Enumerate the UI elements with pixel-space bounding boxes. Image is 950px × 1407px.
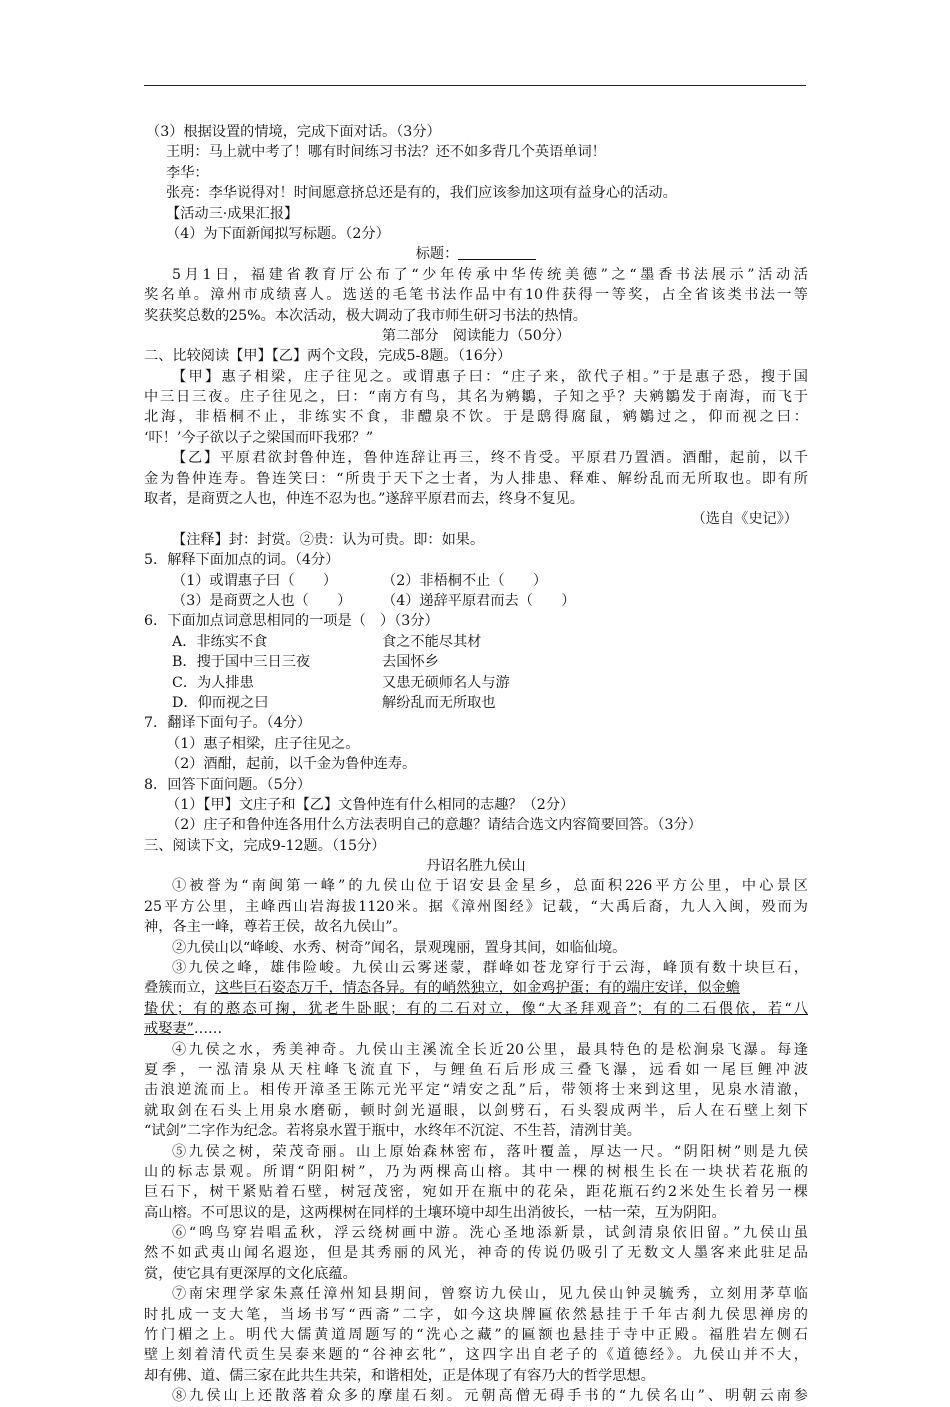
question-3-title: （3）根据设置的情境，完成下面对话。（3分） bbox=[146, 124, 441, 140]
q5-item-3: （3）是商贾之人也（ ） bbox=[172, 592, 352, 609]
essay-title: 丹诏名胜九侯山 bbox=[426, 858, 526, 875]
annotation-note: 【注释】封：封赏。②贵：认为可贵。即：如果。 bbox=[172, 531, 485, 548]
essay-line: 赏，使它具有更深厚的文化底蕴。 bbox=[144, 1265, 357, 1282]
q5-item-1: （1）或谓惠子曰（ ） bbox=[172, 572, 338, 589]
headline-blank[interactable] bbox=[458, 245, 536, 260]
essay-line: 竹门楣之上。明代大儒黄道周题写的“洗心之藏”的匾额也悬挂于寺中正殿。福胜岩左侧石 bbox=[144, 1327, 808, 1344]
essay-line: ⑦南宋理学家朱熹任漳州知县期间，曾察访九侯山，见九侯山钟灵毓秀，立刻用茅草临 bbox=[172, 1286, 808, 1303]
essay-line: 神，各主一峰，尊若王侯，故名九侯山”。 bbox=[144, 919, 407, 936]
essay-line: ①被誉为“南闽第一峰”的九侯山位于诏安县金星乡，总面积226平方公里，中心景区 bbox=[172, 878, 808, 895]
essay-line: 击浪逆流而上。相传开漳圣王陈元光平定“靖安之乱”后，带领将士来到这里，见泉水清澈， bbox=[144, 1082, 808, 1099]
essay-line: ⑧九侯山上还散落着众多的摩崖石刻。元朝高僧无碍手书的“九侯名山”、明朝云南参 bbox=[172, 1388, 808, 1405]
passage-yi-line: 【乙】平原君欲封鲁仲连，鲁仲连辞让再三，终不肯受。平原君乃置酒。酒酣，起前，以千 bbox=[172, 450, 808, 467]
dialogue-zhangliang: 张亮：李华说得对！时间愿意挤总还是有的，我们应该参加这项有益身心的活动。 bbox=[166, 185, 677, 202]
essay-line: ⑤九侯之树，荣茂奇丽。山上原始森林密布，落叶覆盖，厚达一尺。“阴阳树”则是九侯 bbox=[172, 1143, 808, 1160]
question-7-item: （1）惠子相梁，庄子往见之。 bbox=[166, 735, 360, 752]
essay-line: 夏季，一泓清泉从天柱峰飞流直下，与鲤鱼石后形成三叠飞瀑，远看如一尾巨鲤冲波 bbox=[144, 1061, 808, 1078]
essay-line: 25平方公里，主峰西山岩海拔1120米。据《漳州图经》记载，“大禹后裔，九人入闽，殁而为 bbox=[144, 898, 808, 915]
header-rule bbox=[144, 85, 806, 86]
question-6-title: 6．下面加点词意思相同的一项是（ ）（3分） bbox=[144, 613, 439, 630]
essay-text: 叠簇而立， bbox=[144, 980, 215, 997]
q6-option-d bbox=[144, 693, 808, 713]
question-5-title: 5．解释下面加点的词。（4分） bbox=[144, 552, 340, 569]
question-7-title: 7．翻译下面句子。（4分） bbox=[144, 715, 312, 732]
essay-line: ⑥“鸣鸟穿岩唱孟秋，浮云绕树画中游。洗心圣地添新景，试剑清泉依旧留。”九侯山虽 bbox=[172, 1225, 808, 1242]
essay-text: …… bbox=[193, 1021, 223, 1038]
q6-option-c-left: C．为人排患 bbox=[172, 674, 254, 691]
section-two-heading: 二、比较阅读【甲】【乙】两个文段，完成5-8题。（16分） bbox=[144, 348, 512, 365]
question-8-item: （1）【甲】文庄子和【乙】文鲁仲连有什么相同的志趣？（2分） bbox=[166, 796, 575, 813]
essay-line: ④九侯之水，秀美神奇。九侯山主溪流全长近20公里，最具特色的是松涧泉飞瀑。每逢 bbox=[172, 1041, 808, 1058]
essay-line bbox=[144, 1019, 808, 1039]
essay-line: 巨石下，树干紧贴着石壁，树冠茂密，宛如开在瓶中的花朵，距花瓶石约2米处生长着另一棵 bbox=[144, 1184, 808, 1201]
passage-jia-line: 【甲】惠子相梁，庄子往见之。或谓惠子曰：“庄子来，欲代子相。”于是惠子恐，搜于国 bbox=[172, 368, 808, 385]
essay-line: “试剑”二字作为纪念。若将泉水置于瓶中，水终年不沉淀、不生苔，清洌甘美。 bbox=[144, 1123, 641, 1140]
underlined-text: 戒娶妻” bbox=[144, 1021, 194, 1038]
essay-line: 却有佛、道、儒三家在此共生共荣，和谐相处，正是体现了有容乃大的哲学思想。 bbox=[144, 1367, 655, 1384]
part-two-heading: 第二部分 阅读能力（50分） bbox=[381, 327, 571, 344]
activity-three-heading: 【活动三·成果汇报】 bbox=[166, 205, 299, 222]
news-line: 5月1日，福建省教育厅公布了“少年传承中华传统美德”之“墨香书法展示”活动活 bbox=[172, 266, 808, 283]
q5-item-2: （2）非梧桐不止（ ） bbox=[382, 572, 548, 589]
underlined-text: 蛰伏；有的憨态可掬，犹老牛卧眠；有的二石对立，像“大圣拜观音”；有的二石偎依，若“八 bbox=[144, 1000, 808, 1017]
essay-line: 壁上刻着清代贡生吴泰来题的“谷神玄牝”，这四字出自老子的《道德经》。九侯山并不大， bbox=[144, 1347, 808, 1364]
essay-line: 山的标志景观。所谓“阴阳树”，乃为两棵高山榕。其中一棵的树根生长在一块状若花瓶的 bbox=[144, 1163, 808, 1180]
passage-jia-line: ‘吓！’今子欲以子之梁国而吓我邪？” bbox=[144, 429, 374, 446]
passage-yi-line: 取者，是商贾之人也，仲连不忍为也。”遂辞平原君而去，终身不复见。 bbox=[144, 491, 584, 508]
essay-line: ②九侯山以“峰峻、水秀、树奇”闻名，景观瑰丽，置身其间，如临仙境。 bbox=[172, 939, 627, 956]
essay-line bbox=[144, 978, 808, 998]
passage-source: （选自《史记》） bbox=[691, 511, 798, 528]
passage-jia-line: 中三日三夜。庄子往见之，曰：“南方有鸟，其名为鹓鶵，子知之乎？夫鹓鶵发于南海，而飞于 bbox=[144, 389, 808, 406]
headline-label: 标题： bbox=[415, 246, 459, 263]
document-body bbox=[144, 122, 808, 1407]
q6-option-b bbox=[144, 652, 808, 672]
news-line: 奖获奖总数的25%。本次活动，极大调动了我市师生研习书法的热情。 bbox=[144, 307, 587, 324]
q6-option-a-left: A．非练实不食 bbox=[172, 633, 268, 650]
question-7-item: （2）酒酣，起前，以千金为鲁仲连寿。 bbox=[166, 756, 417, 773]
essay-line: ③九侯之峰，雄伟险峻。九侯山云雾迷蒙，群峰如苍龙穿行于云海，峰顶有数十块巨石， bbox=[172, 960, 808, 977]
question-5-row bbox=[144, 571, 808, 591]
passage-yi-line: 金为鲁仲连寿。鲁连笑曰：“所贵于天下之士者，为人排患、释难、解纷乱而无所取也。即有所 bbox=[144, 470, 808, 487]
essay-line: 时扎成一支大笔，当场书写“西斋”二字，如今这块牌匾依然悬挂于千年古刹九侯思禅房的 bbox=[144, 1306, 808, 1323]
essay-line: 然不如武夷山闻名遐迩，但是其秀丽的风光，神奇的传说仍吸引了无数文人墨客来此驻足品 bbox=[144, 1245, 808, 1262]
question-5-row bbox=[144, 591, 808, 611]
section-three-heading: 三、阅读下文，完成9-12题。（15分） bbox=[144, 837, 386, 854]
q6-option-c-right: 又患无硕师名人与游 bbox=[382, 674, 510, 691]
news-line: 奖名单。漳州市成绩喜人。选送的毛笔书法作品中有10件获得一等奖，占全省该类书法一等 bbox=[144, 287, 808, 304]
q6-option-a-right: 食之不能尽其材 bbox=[382, 633, 482, 650]
headline-prompt bbox=[144, 244, 808, 264]
question-4-title: （4）为下面新闻拟写标题。（2分） bbox=[166, 225, 390, 242]
q6-option-a bbox=[144, 632, 808, 652]
dialogue-lihua: 李华： bbox=[166, 164, 209, 181]
q6-option-d-left: D．仰而视之曰 bbox=[172, 694, 269, 711]
underlined-text: 这些巨石姿态万千，情态各异。有的峭然独立，如金鸡护蛋；有的端庄安详，似金蟾 bbox=[214, 980, 740, 997]
dialogue-wangming: 王明：马上就中考了！哪有时间练习书法？还不如多背几个英语单词！ bbox=[166, 144, 606, 161]
passage-jia-line: 北海，非梧桐不止，非练实不食，非醴泉不饮。于是鸱得腐鼠，鹓鶵过之，仰而视之曰： bbox=[144, 409, 808, 426]
question-8-item: （2）庄子和鲁仲连各用什么方法表明自己的意趣？请结合选文内容简要回答。（3分） bbox=[166, 817, 702, 834]
question-8-title: 8．回答下面问题。（5分） bbox=[144, 776, 312, 793]
q6-option-b-right: 去国怀乡 bbox=[382, 654, 439, 671]
q6-option-c bbox=[144, 673, 808, 693]
q6-option-d-right: 解纷乱而无所取也 bbox=[382, 694, 496, 711]
q5-item-4: （4）递辞平原君而去（ ） bbox=[382, 592, 576, 609]
q6-option-b-left: B．搜于国中三日三夜 bbox=[172, 654, 311, 671]
essay-line: 高山榕。不可思议的是，这两棵树在同样的土壤环境中却生出消彼长，一枯一荣，互为阴阳。 bbox=[144, 1204, 726, 1221]
essay-line: 就取剑在石头上用泉水磨砺，顿时剑光逼眼，以剑劈石，石头裂成两半，后人在石壁上刻下 bbox=[144, 1102, 808, 1119]
